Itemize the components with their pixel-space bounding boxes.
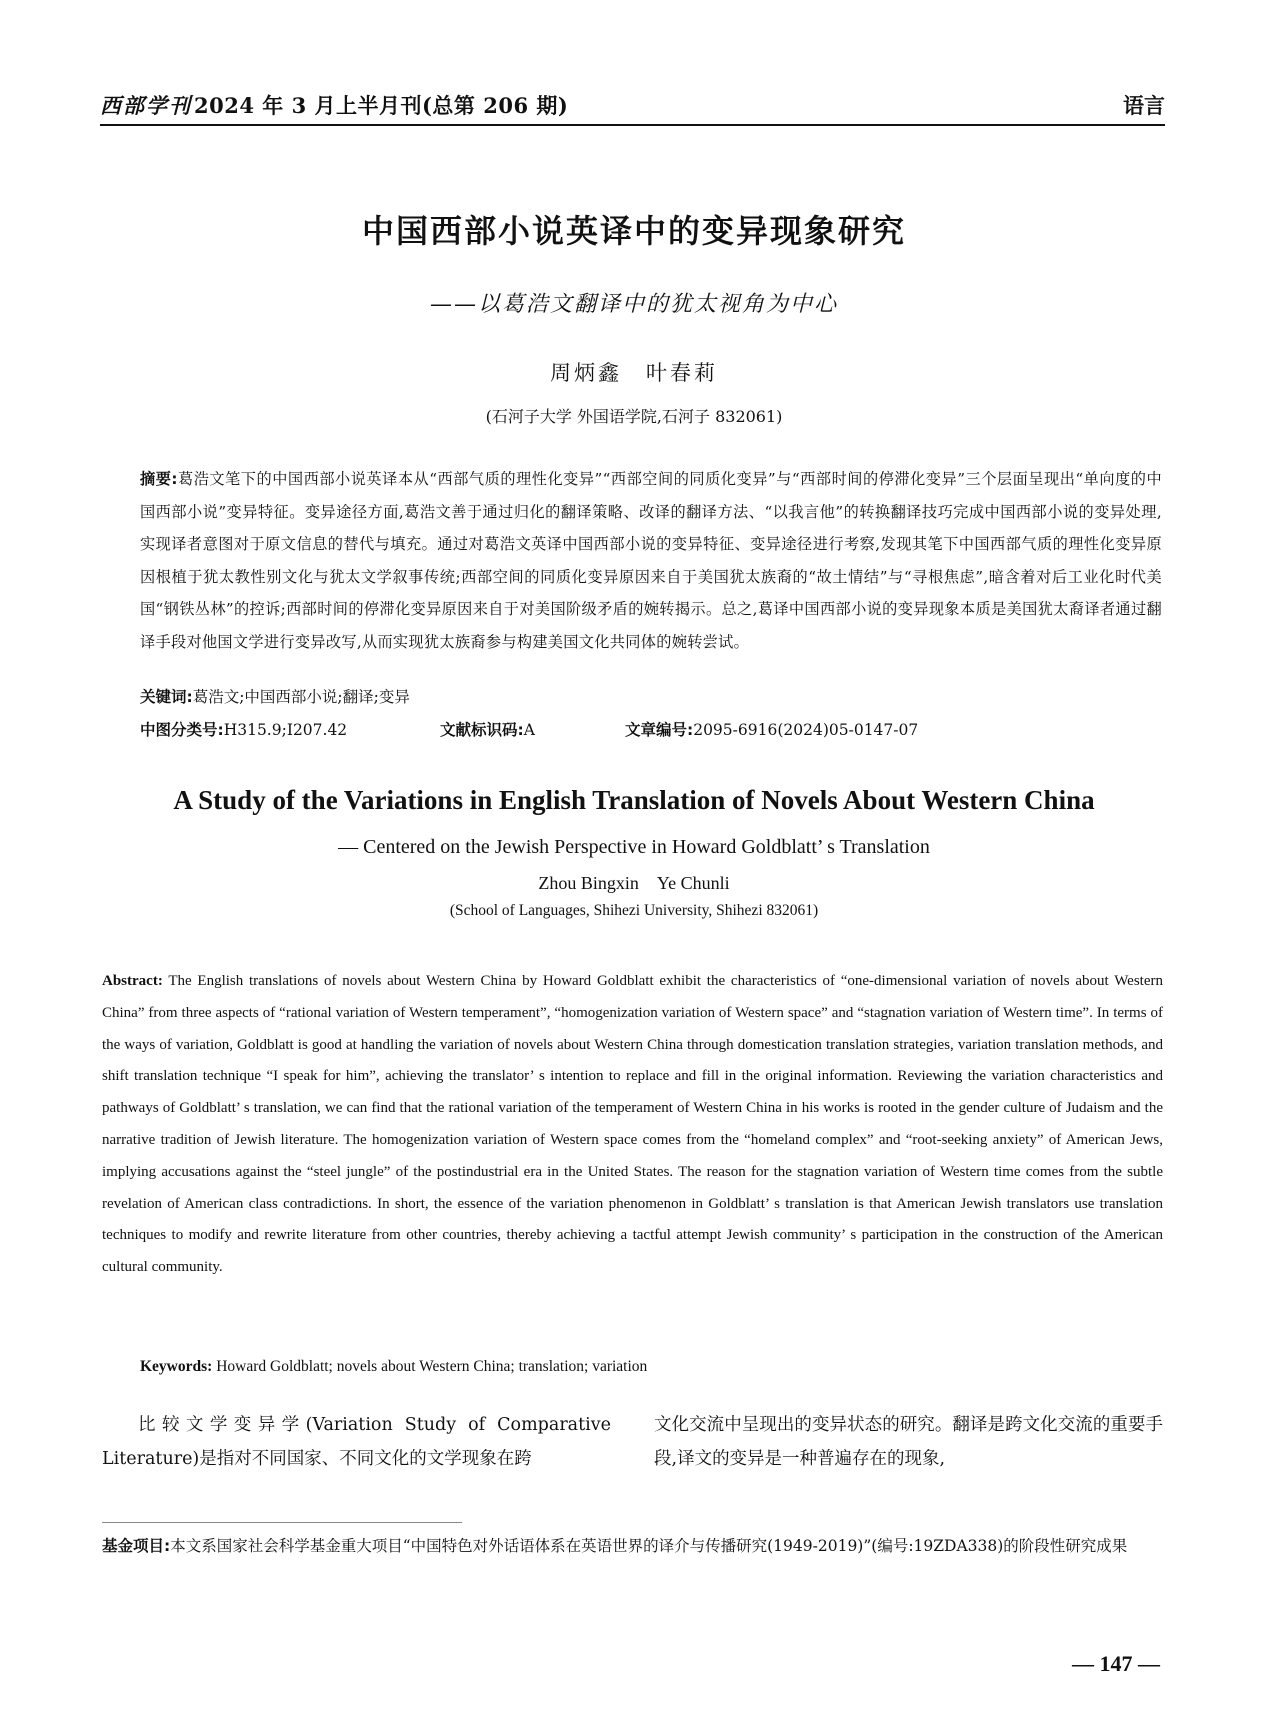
- journal-issue-line: [100, 90, 568, 120]
- affiliation-en: (School of Languages, Shihezi University, Shihezi 832061): [449, 902, 819, 919]
- subtitle-cn: ——以葛浩文翻译中的犹太视角为中心: [429, 292, 838, 317]
- clc-item: [140, 718, 440, 742]
- clc-value: H315.9;I207.42: [223, 721, 348, 739]
- authors-en: Zhou Bingxin Ye Chunli: [538, 873, 730, 893]
- keywords-cn-label: 关键词:: [140, 688, 193, 706]
- keywords-en: [140, 1355, 1162, 1379]
- article-number-item: [625, 718, 918, 742]
- funding-footnote: [102, 1531, 1163, 1562]
- journal-issue: 2024 年 3 月上半月刊(总第 206 期): [194, 93, 569, 118]
- classification-line: [140, 718, 1162, 742]
- abstract-cn-label: 摘要:: [140, 470, 178, 488]
- doc-code-value: A: [523, 721, 535, 739]
- doc-code-item: [440, 718, 625, 742]
- title-cn: 中国西部小说英译中的变异现象研究: [361, 212, 906, 250]
- doc-code-label: 文献标识码:: [440, 721, 524, 739]
- page-number: — 147 —: [1072, 1651, 1160, 1676]
- subtitle-en: — Centered on the Jewish Perspective in Howard Goldblatt’ s Translation: [338, 836, 930, 858]
- funding-label: 基金项目:: [102, 1537, 171, 1555]
- abstract-cn-text: 葛浩文笔下的中国西部小说英译本从“西部气质的理性化变异”“西部空间的同质化变异”与“西部时间的停滞化变异”三个层面呈现出“单向度的中国西部小说”变异特征。变异途径方面,葛浩文善于通过归化的翻译策略、改译的翻译方法、“以我言他”的转换翻译技巧完成中国西部小说的变异处理,实现译者意图对于原文信息的替代与填充。通过对葛浩文英译中国西部小说的变异特征、变异途径进行考察,发现其笔下中国西部气质的理性化变异原因根植于犹太教性别文化与犹太文学叙事传统;西部空间的同质化变异原因来自于美国犹太族裔的“故土情结”与“寻根焦虑”,暗含着对后工业化时代美国“钢铁丛林”的控诉;西部时间的停滞化变异原因来自于对美国阶级矛盾的婉转揭示。总之,葛译中国西部小说的变异现象本质是美国犹太裔译者通过翻译手段对他国文学进行变异改写,从而实现犹太族裔参与构建美国文化共同体的婉转尝试。: [140, 470, 1162, 651]
- keywords-cn-text: 葛浩文;中国西部小说;翻译;变异: [192, 688, 410, 706]
- header-rule: [100, 124, 1165, 126]
- title-en: A Study of the Variations in English Translation of Novels About Western China: [173, 785, 1095, 815]
- abstract-cn: [140, 463, 1162, 658]
- abstract-en: [102, 966, 1163, 1284]
- body-column-left: 比较文学变异学(Variation Study of Comparative Literature)是指对不同国家、不同文化的文学现象在跨: [102, 1415, 611, 1469]
- article-number-label: 文章编号:: [625, 721, 694, 739]
- keywords-en-label: Keywords:: [140, 1358, 213, 1375]
- section-name: 语言: [1123, 93, 1165, 118]
- running-header: [100, 90, 1165, 124]
- body-column-right: 文化交流中呈现出的变异状态的研究。翻译是跨文化交流的重要手段,译文的变异是一种普遍存在的现象,: [654, 1415, 1163, 1469]
- keywords-en-text: Howard Goldblatt; novels about Western China; translation; variation: [212, 1358, 648, 1375]
- article-number-value: 2095-6916(2024)05-0147-07: [693, 721, 919, 739]
- abstract-en-text: The English translations of novels about Western China by Howard Goldblatt exhibit the characteristics of “one-dimensional variation of novels about Western China” from three aspects of “rational variation of Western temperament”, “homogenization variation of Western space” and “stagnation variation of Western time”. In terms of the ways of variation, Goldblatt is good at handling the variation of novels about Western China through domestication translation strategies, variation translation methods, and shift translation technique “I speak for him”, achieving the translator’ s intention to replace and fill in the original information. Reviewing the variation characteristics and pathways of Goldblatt’ s translation, we can find that the rational variation of the temperament of Western China in his works is rooted in the gender culture of Judaism and the narrative tradition of Jewish literature. The homogenization variation of Western space comes from the “homeland complex” and “root-seeking anxiety” of American Jews, implying accusations against the “steel jungle” of the postindustrial era in the United States. The reason for the stagnation variation of Western time comes from the subtle revelation of American class contradictions. In short, the essence of the variation phenomenon in Goldblatt’ s translation is that American Jewish translators use translation techniques to modify and rewrite literature from other countries, thereby achieving a tactful attempt Jewish community’ s participation in the construction of the American cultural community.: [102, 973, 1163, 1276]
- keywords-cn: [140, 685, 1162, 709]
- authors-cn: 周炳鑫 叶春莉: [550, 361, 718, 385]
- clc-label: 中图分类号:: [140, 721, 224, 739]
- affiliation-cn: (石河子大学 外国语学院,石河子 832061): [485, 407, 783, 426]
- footnote-rule: [102, 1522, 462, 1523]
- journal-logo: 西部学刊: [100, 93, 192, 118]
- funding-text: 本文系国家社会科学基金重大项目“中国特色对外话语体系在英语世界的译介与传播研究(1949-2019)”(编号:19ZDA338)的阶段性研究成果: [170, 1537, 1128, 1555]
- abstract-en-label: Abstract:: [102, 973, 163, 989]
